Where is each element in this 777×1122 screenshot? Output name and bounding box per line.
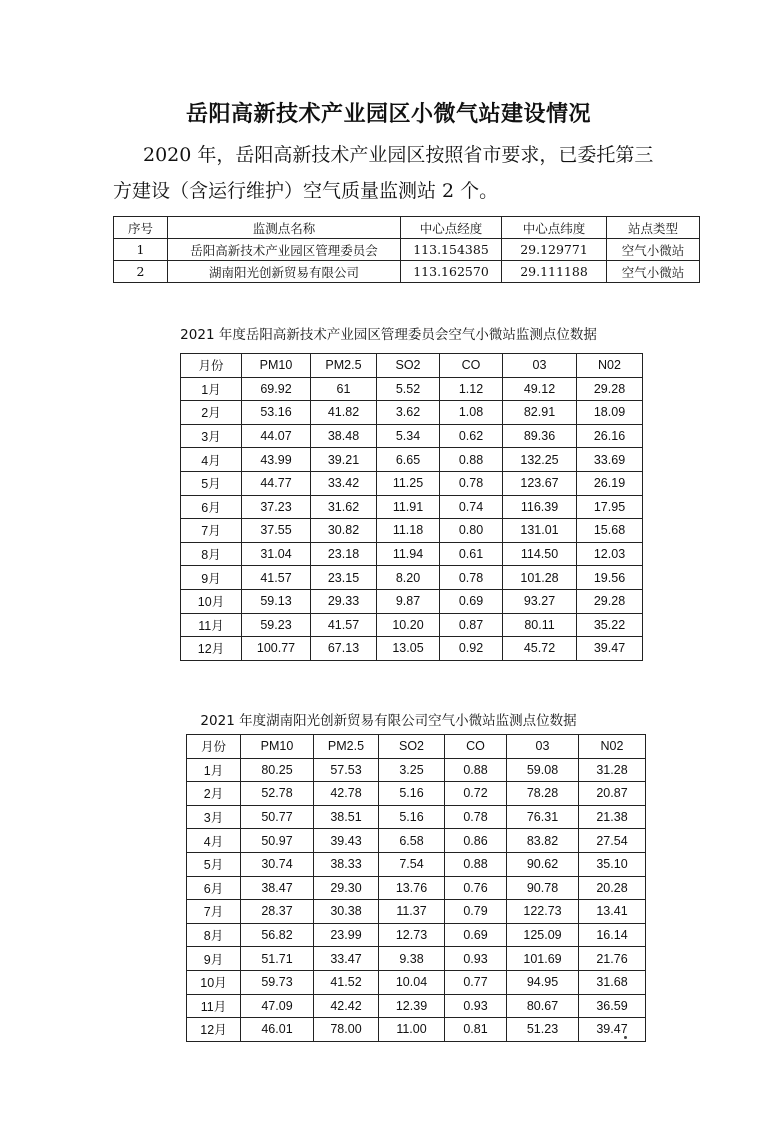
value-cell: 50.97 — [241, 829, 314, 853]
value-cell: 53.16 — [242, 401, 311, 425]
table-row — [187, 994, 646, 1018]
value-cell: 33.42 — [311, 471, 377, 495]
header-cell: 监测点名称 — [168, 217, 401, 239]
value-cell: 5.34 — [377, 424, 440, 448]
value-cell: 0.78 — [440, 566, 503, 590]
table-row — [187, 876, 646, 900]
sites-header-row — [114, 217, 700, 239]
table-cell: 113.154385 — [401, 239, 502, 261]
value-cell: 1.08 — [440, 401, 503, 425]
table-row — [181, 401, 643, 425]
month-cell: 12月 — [181, 637, 242, 661]
value-cell: 101.69 — [507, 947, 579, 971]
value-cell: 51.23 — [507, 1018, 579, 1042]
value-cell: 23.15 — [311, 566, 377, 590]
value-cell: 6.65 — [377, 448, 440, 472]
value-cell: 0.62 — [440, 424, 503, 448]
month-cell: 1月 — [181, 377, 242, 401]
intro-line-1: 2020 年，岳阳高新技术产业园区按照省市要求，已委托第三 — [143, 144, 654, 166]
value-cell: 37.23 — [242, 495, 311, 519]
value-cell: 41.57 — [311, 613, 377, 637]
header-cell: N02 — [577, 354, 643, 378]
value-cell: 35.10 — [579, 852, 646, 876]
table-row — [187, 852, 646, 876]
header-cell: 中心点经度 — [401, 217, 502, 239]
value-cell: 3.62 — [377, 401, 440, 425]
value-cell: 41.52 — [314, 970, 379, 994]
intro-line-2: 方建设（含运行维护）空气质量监测站 2 个。 — [113, 180, 499, 202]
month-cell: 12月 — [187, 1018, 241, 1042]
sites-table — [113, 216, 700, 283]
header-cell: 站点类型 — [607, 217, 700, 239]
value-cell: 0.77 — [445, 970, 507, 994]
month-cell: 8月 — [181, 542, 242, 566]
month-cell: 7月 — [187, 900, 241, 924]
value-cell: 28.37 — [241, 900, 314, 924]
value-cell: 59.73 — [241, 970, 314, 994]
table-row — [187, 900, 646, 924]
table-cell: 2 — [114, 261, 168, 283]
value-cell: 11.37 — [379, 900, 445, 924]
table-cell: 空气小微站 — [607, 239, 700, 261]
value-cell: 11.91 — [377, 495, 440, 519]
table-cell: 空气小微站 — [607, 261, 700, 283]
table-row — [181, 613, 643, 637]
value-cell: 49.12 — [503, 377, 577, 401]
value-cell: 29.28 — [577, 377, 643, 401]
value-cell: 114.50 — [503, 542, 577, 566]
value-cell: 46.01 — [241, 1018, 314, 1042]
value-cell: 29.28 — [577, 589, 643, 613]
month-cell: 9月 — [181, 566, 242, 590]
value-cell: 11.18 — [377, 519, 440, 543]
table-row — [187, 829, 646, 853]
value-cell: 39.21 — [311, 448, 377, 472]
header-row — [181, 354, 643, 378]
month-cell: 6月 — [187, 876, 241, 900]
value-cell: 3.25 — [379, 758, 445, 782]
value-cell: 39.47 — [579, 1018, 646, 1042]
value-cell: 100.77 — [242, 637, 311, 661]
value-cell: 0.79 — [445, 900, 507, 924]
value-cell: 90.62 — [507, 852, 579, 876]
value-cell: 18.09 — [577, 401, 643, 425]
value-cell: 11.25 — [377, 471, 440, 495]
value-cell: 44.77 — [242, 471, 311, 495]
table-row — [187, 758, 646, 782]
value-cell: 52.78 — [241, 782, 314, 806]
value-cell: 125.09 — [507, 923, 579, 947]
header-cell: 中心点纬度 — [502, 217, 607, 239]
value-cell: 12.73 — [379, 923, 445, 947]
value-cell: 30.38 — [314, 900, 379, 924]
table-cell: 113.162570 — [401, 261, 502, 283]
value-cell: 12.39 — [379, 994, 445, 1018]
value-cell: 20.28 — [579, 876, 646, 900]
value-cell: 122.73 — [507, 900, 579, 924]
value-cell: 45.72 — [503, 637, 577, 661]
table1-caption: 2021 年度岳阳高新技术产业园区管理委员会空气小微站监测点位数据 — [180, 327, 597, 343]
value-cell: 59.08 — [507, 758, 579, 782]
value-cell: 16.14 — [579, 923, 646, 947]
table-row — [181, 424, 643, 448]
value-cell: 27.54 — [579, 829, 646, 853]
table-row — [181, 566, 643, 590]
value-cell: 21.38 — [579, 805, 646, 829]
value-cell: 78.28 — [507, 782, 579, 806]
table-row — [181, 448, 643, 472]
value-cell: 13.05 — [377, 637, 440, 661]
value-cell: 56.82 — [241, 923, 314, 947]
value-cell: 93.27 — [503, 589, 577, 613]
month-cell: 8月 — [187, 923, 241, 947]
value-cell: 0.76 — [445, 876, 507, 900]
value-cell: 59.13 — [242, 589, 311, 613]
month-cell: 4月 — [187, 829, 241, 853]
value-cell: 1.12 — [440, 377, 503, 401]
table-row — [187, 947, 646, 971]
value-cell: 38.47 — [241, 876, 314, 900]
value-cell: 131.01 — [503, 519, 577, 543]
value-cell: 83.82 — [507, 829, 579, 853]
value-cell: 0.86 — [445, 829, 507, 853]
value-cell: 123.67 — [503, 471, 577, 495]
value-cell: 23.18 — [311, 542, 377, 566]
value-cell: 0.74 — [440, 495, 503, 519]
value-cell: 80.11 — [503, 613, 577, 637]
value-cell: 42.78 — [314, 782, 379, 806]
month-cell: 10月 — [187, 970, 241, 994]
value-cell: 82.91 — [503, 401, 577, 425]
table-row — [181, 637, 643, 661]
value-cell: 42.42 — [314, 994, 379, 1018]
value-cell: 26.16 — [577, 424, 643, 448]
header-cell: PM2.5 — [311, 354, 377, 378]
scan-speck — [624, 1036, 627, 1039]
month-cell: 9月 — [187, 947, 241, 971]
value-cell: 31.28 — [579, 758, 646, 782]
header-cell: 序号 — [114, 217, 168, 239]
value-cell: 89.36 — [503, 424, 577, 448]
value-cell: 11.00 — [379, 1018, 445, 1042]
table-cell: 29.111188 — [502, 261, 607, 283]
value-cell: 69.92 — [242, 377, 311, 401]
month-cell: 4月 — [181, 448, 242, 472]
value-cell: 0.61 — [440, 542, 503, 566]
header-cell: PM10 — [241, 735, 314, 759]
value-cell: 10.04 — [379, 970, 445, 994]
month-cell: 5月 — [181, 471, 242, 495]
value-cell: 13.41 — [579, 900, 646, 924]
month-cell: 11月 — [187, 994, 241, 1018]
value-cell: 0.93 — [445, 947, 507, 971]
value-cell: 29.30 — [314, 876, 379, 900]
value-cell: 29.33 — [311, 589, 377, 613]
value-cell: 0.87 — [440, 613, 503, 637]
value-cell: 13.76 — [379, 876, 445, 900]
value-cell: 0.72 — [445, 782, 507, 806]
value-cell: 0.93 — [445, 994, 507, 1018]
value-cell: 38.33 — [314, 852, 379, 876]
value-cell: 41.82 — [311, 401, 377, 425]
table-cell: 29.129771 — [502, 239, 607, 261]
value-cell: 0.69 — [440, 589, 503, 613]
value-cell: 43.99 — [242, 448, 311, 472]
value-cell: 0.92 — [440, 637, 503, 661]
value-cell: 41.57 — [242, 566, 311, 590]
header-cell: 月份 — [187, 735, 241, 759]
table-cell: 1 — [114, 239, 168, 261]
value-cell: 51.71 — [241, 947, 314, 971]
value-cell: 10.20 — [377, 613, 440, 637]
value-cell: 30.82 — [311, 519, 377, 543]
value-cell: 0.78 — [445, 805, 507, 829]
page-title: 岳阳高新技术产业园区小微气站建设情况 — [185, 102, 591, 127]
value-cell: 0.88 — [440, 448, 503, 472]
value-cell: 23.99 — [314, 923, 379, 947]
value-cell: 47.09 — [241, 994, 314, 1018]
table-row — [187, 923, 646, 947]
value-cell: 5.16 — [379, 805, 445, 829]
monthly-data-table-2 — [186, 734, 646, 1042]
header-cell: 月份 — [181, 354, 242, 378]
value-cell: 90.78 — [507, 876, 579, 900]
table-row — [181, 495, 643, 519]
table-cell: 岳阳高新技术产业园区管理委员会 — [168, 239, 401, 261]
value-cell: 67.13 — [311, 637, 377, 661]
value-cell: 44.07 — [242, 424, 311, 448]
header-row — [187, 735, 646, 759]
table-row — [181, 589, 643, 613]
month-cell: 3月 — [181, 424, 242, 448]
value-cell: 50.77 — [241, 805, 314, 829]
header-cell: 03 — [503, 354, 577, 378]
value-cell: 9.38 — [379, 947, 445, 971]
table-row — [114, 239, 700, 261]
month-cell: 7月 — [181, 519, 242, 543]
value-cell: 0.88 — [445, 852, 507, 876]
value-cell: 31.04 — [242, 542, 311, 566]
value-cell: 20.87 — [579, 782, 646, 806]
value-cell: 31.62 — [311, 495, 377, 519]
month-cell: 10月 — [181, 589, 242, 613]
header-cell: PM2.5 — [314, 735, 379, 759]
value-cell: 80.67 — [507, 994, 579, 1018]
value-cell: 35.22 — [577, 613, 643, 637]
table-row — [181, 471, 643, 495]
value-cell: 0.78 — [440, 471, 503, 495]
value-cell: 0.81 — [445, 1018, 507, 1042]
header-cell: SO2 — [377, 354, 440, 378]
value-cell: 33.47 — [314, 947, 379, 971]
value-cell: 33.69 — [577, 448, 643, 472]
value-cell: 7.54 — [379, 852, 445, 876]
value-cell: 9.87 — [377, 589, 440, 613]
month-cell: 2月 — [187, 782, 241, 806]
value-cell: 57.53 — [314, 758, 379, 782]
table-row — [187, 970, 646, 994]
value-cell: 6.58 — [379, 829, 445, 853]
value-cell: 8.20 — [377, 566, 440, 590]
table-row — [181, 377, 643, 401]
value-cell: 76.31 — [507, 805, 579, 829]
value-cell: 21.76 — [579, 947, 646, 971]
value-cell: 94.95 — [507, 970, 579, 994]
value-cell: 0.88 — [445, 758, 507, 782]
table-row — [187, 805, 646, 829]
header-cell: CO — [440, 354, 503, 378]
table-cell: 湖南阳光创新贸易有限公司 — [168, 261, 401, 283]
value-cell: 0.80 — [440, 519, 503, 543]
table2-caption: 2021 年度湖南阳光创新贸易有限公司空气小微站监测点位数据 — [200, 713, 577, 729]
value-cell: 5.16 — [379, 782, 445, 806]
value-cell: 39.47 — [577, 637, 643, 661]
value-cell: 80.25 — [241, 758, 314, 782]
header-cell: 03 — [507, 735, 579, 759]
value-cell: 26.19 — [577, 471, 643, 495]
value-cell: 36.59 — [579, 994, 646, 1018]
header-cell: N02 — [579, 735, 646, 759]
value-cell: 132.25 — [503, 448, 577, 472]
value-cell: 37.55 — [242, 519, 311, 543]
table-row — [181, 519, 643, 543]
value-cell: 15.68 — [577, 519, 643, 543]
month-cell: 2月 — [181, 401, 242, 425]
table-row — [114, 261, 700, 283]
value-cell: 30.74 — [241, 852, 314, 876]
value-cell: 116.39 — [503, 495, 577, 519]
value-cell: 78.00 — [314, 1018, 379, 1042]
value-cell: 19.56 — [577, 566, 643, 590]
value-cell: 5.52 — [377, 377, 440, 401]
header-cell: CO — [445, 735, 507, 759]
value-cell: 31.68 — [579, 970, 646, 994]
value-cell: 101.28 — [503, 566, 577, 590]
month-cell: 1月 — [187, 758, 241, 782]
monthly-data-table-1 — [180, 353, 643, 661]
value-cell: 38.51 — [314, 805, 379, 829]
header-cell: PM10 — [242, 354, 311, 378]
month-cell: 5月 — [187, 852, 241, 876]
value-cell: 38.48 — [311, 424, 377, 448]
value-cell: 0.69 — [445, 923, 507, 947]
value-cell: 17.95 — [577, 495, 643, 519]
table-row — [187, 1018, 646, 1042]
value-cell: 59.23 — [242, 613, 311, 637]
month-cell: 3月 — [187, 805, 241, 829]
month-cell: 6月 — [181, 495, 242, 519]
table-row — [187, 782, 646, 806]
value-cell: 12.03 — [577, 542, 643, 566]
value-cell: 39.43 — [314, 829, 379, 853]
value-cell: 61 — [311, 377, 377, 401]
value-cell: 11.94 — [377, 542, 440, 566]
month-cell: 11月 — [181, 613, 242, 637]
header-cell: SO2 — [379, 735, 445, 759]
table-row — [181, 542, 643, 566]
